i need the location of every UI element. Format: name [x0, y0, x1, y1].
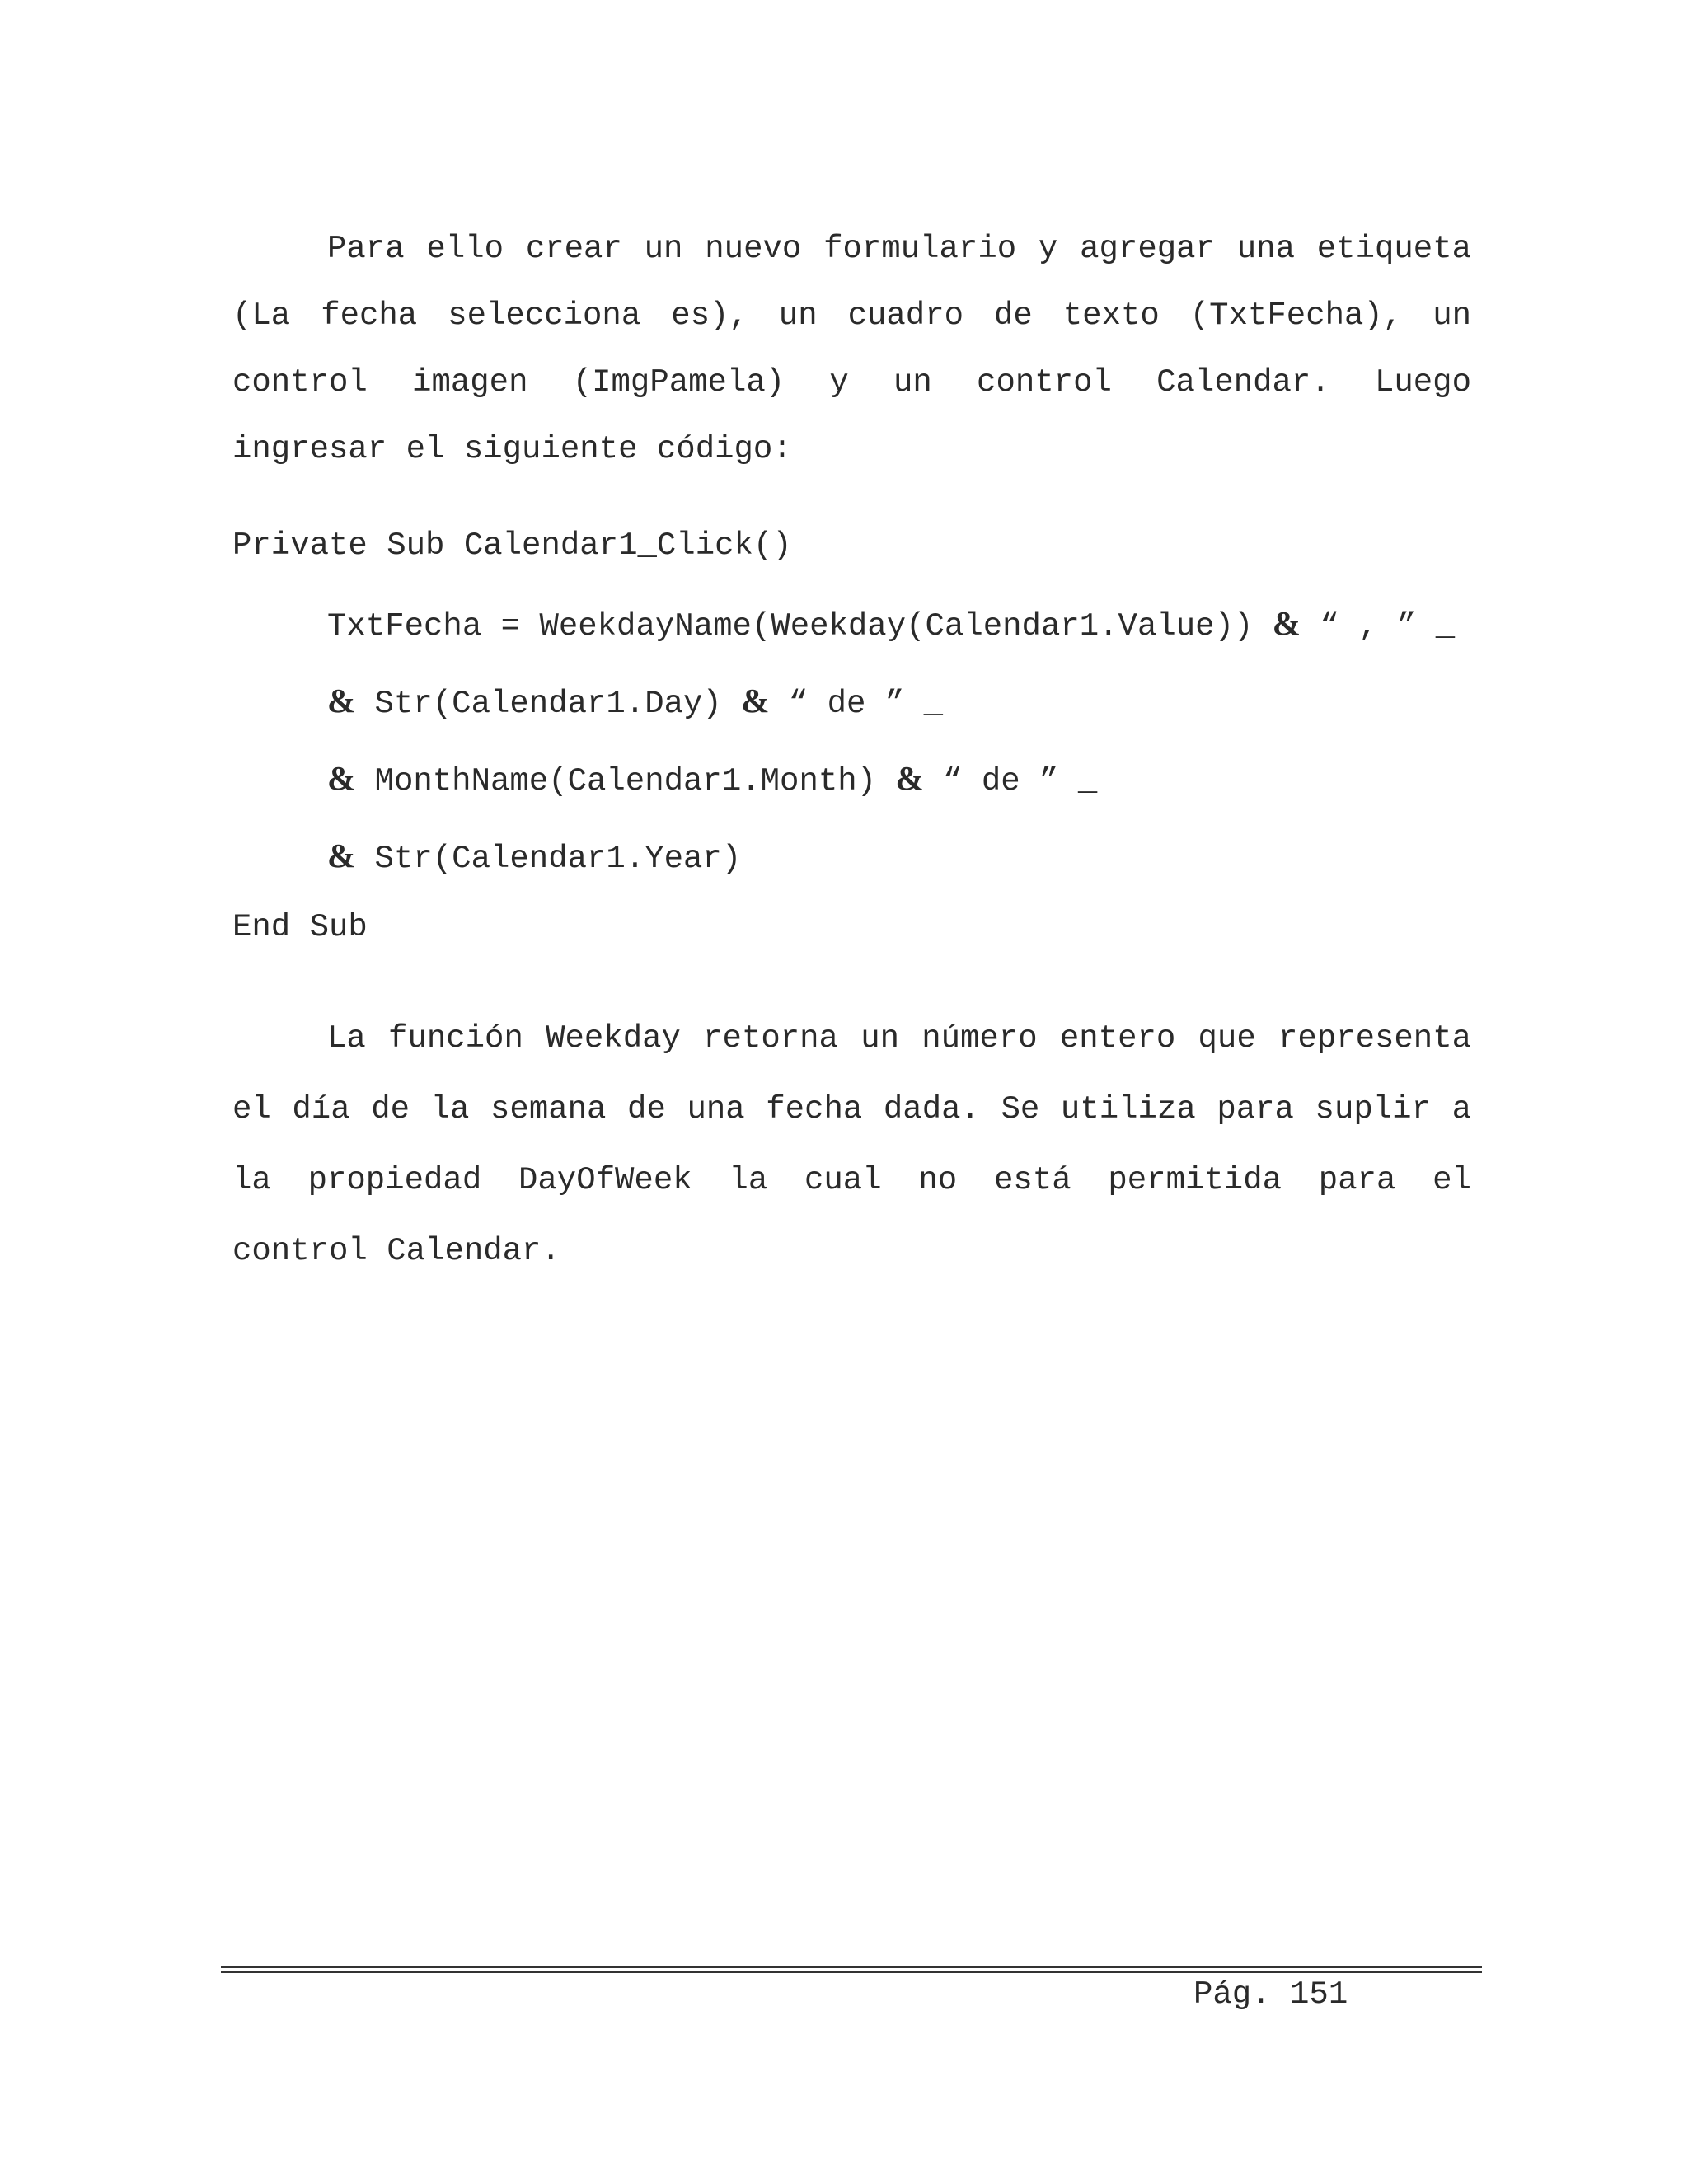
paragraph-line: control Calendar. — [232, 1233, 560, 1269]
ampersand: & — [327, 837, 356, 874]
code-line-4 — [327, 836, 741, 877]
page-number: Pág. 151 — [1193, 1976, 1348, 2013]
paragraph-line: Para ello crear un nuevo formulario y agregar una etiqueta — [327, 231, 1471, 267]
code-text: “ de ” _ — [769, 686, 944, 722]
ampersand: & — [1272, 604, 1301, 642]
code-line-3 — [327, 758, 1097, 799]
intro-paragraph — [232, 216, 1471, 483]
explanation-paragraph — [232, 1003, 1471, 1286]
code-text: Str(Calendar1.Day) — [355, 686, 742, 722]
code-text: Str(Calendar1.Year) — [355, 841, 742, 877]
paragraph-line: control imagen (ImgPamela) y un control Calendar. Luego — [232, 364, 1471, 401]
code-text: MonthName(Calendar1.Month) — [355, 763, 896, 799]
ampersand: & — [741, 682, 770, 719]
code-sub-header: Private Sub Calendar1_Click() — [232, 527, 792, 564]
ampersand: & — [895, 759, 924, 797]
paragraph-line: La función Weekday retorna un número entero que representa — [327, 1020, 1471, 1057]
ampersand: & — [327, 759, 356, 797]
footer-rule-top — [221, 1966, 1482, 1968]
footer-rule-bottom — [221, 1971, 1482, 1973]
code-block — [232, 527, 1456, 999]
paragraph-line: el día de la semana de una fecha dada. Se utiliza para suplir a — [232, 1091, 1471, 1127]
paragraph-line: (La fecha selecciona es), un cuadro de texto (TxtFecha), un — [232, 298, 1471, 334]
ampersand: & — [327, 682, 356, 719]
code-line-1 — [327, 603, 1455, 644]
code-text: “ , ” _ — [1300, 608, 1456, 644]
code-text: “ de ” _ — [923, 763, 1098, 799]
paragraph-line: ingresar el siguiente código: — [232, 431, 792, 467]
code-line-2 — [327, 681, 943, 722]
code-sub-footer: End Sub — [232, 909, 368, 945]
code-text: TxtFecha = WeekdayName(Weekday(Calendar1.Value)) — [327, 608, 1273, 644]
paragraph-line: la propiedad DayOfWeek la cual no está permitida para el — [232, 1162, 1471, 1198]
